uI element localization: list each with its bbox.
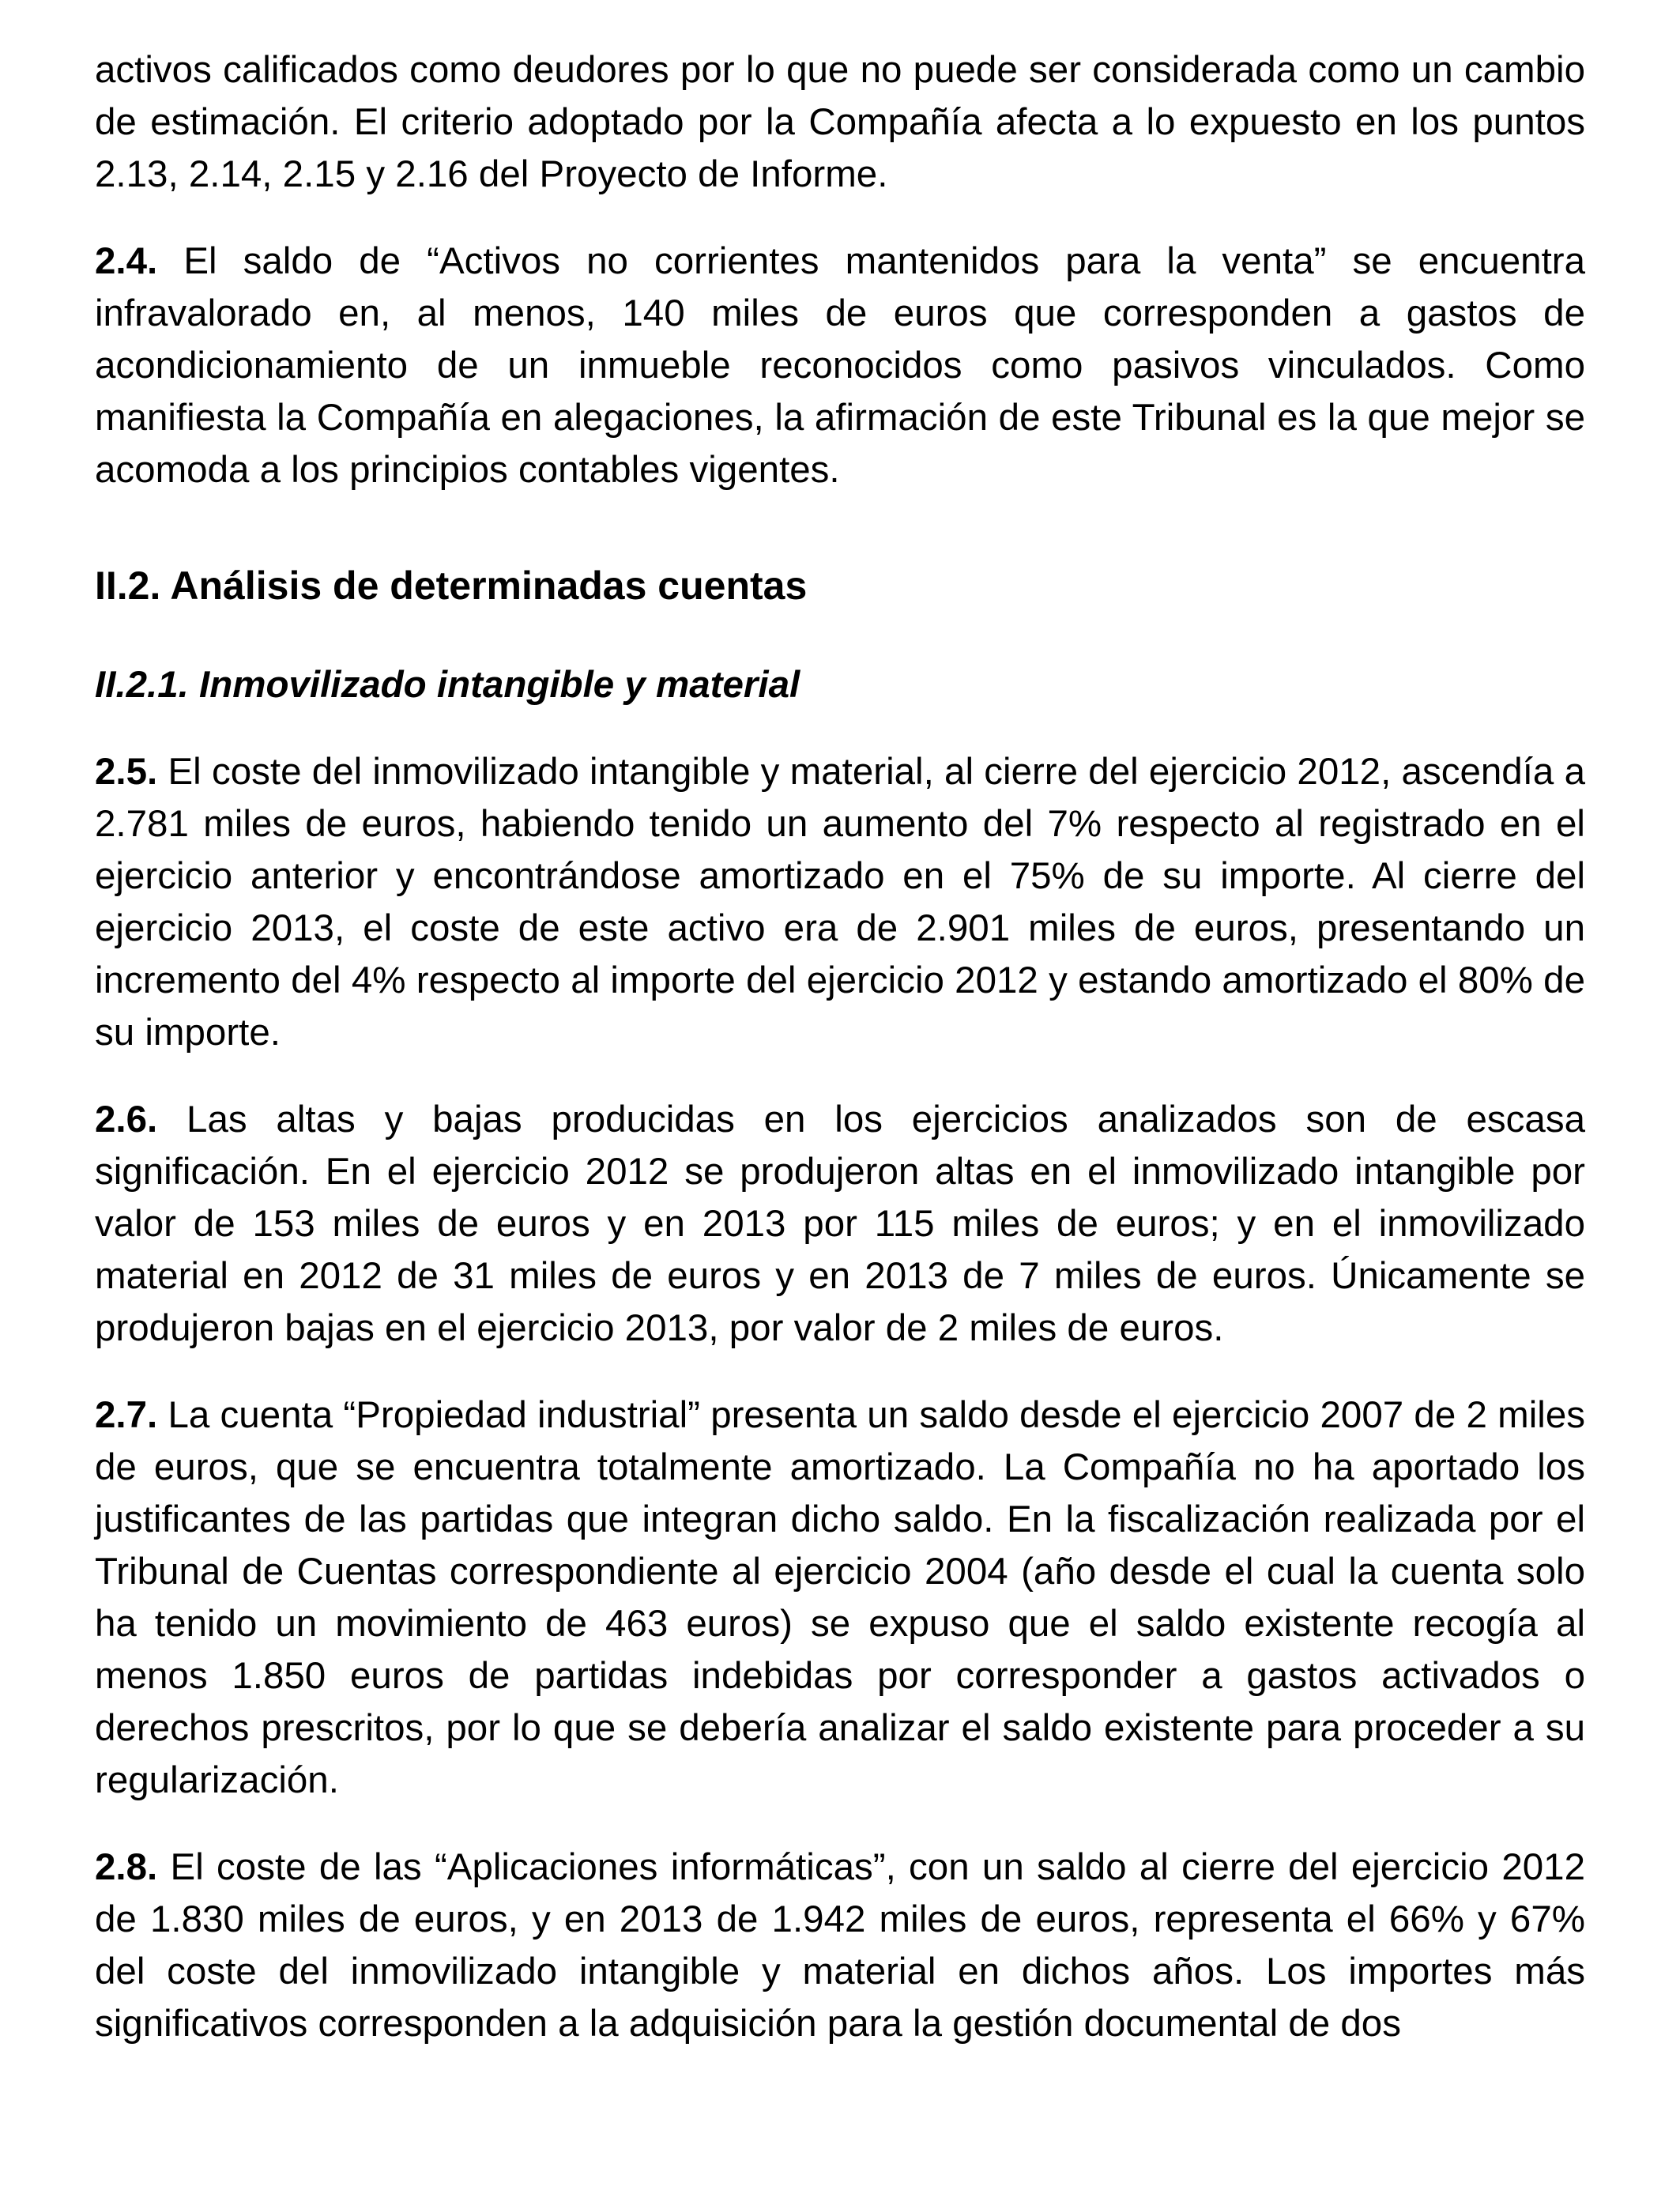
paragraph-number: 2.8. [95,1846,158,1888]
paragraph-text: El coste del inmovilizado intangible y material, al cierre del ejercicio 2012, ascendía a 2.781 miles de euros, habiendo tenido un aumento del 7% respecto al registrado en el ejercicio anterior y encontrándose amortizado en el 75% de su importe. Al cierre del ejercicio 2013, el coste de este activo era de 2.901 miles de euros, presentando un incremento del 4% respecto al importe del ejercicio 2012 y estando amortizado el 80% de su importe. [95,751,1585,1054]
paragraph-text: El saldo de “Activos no corrientes mantenidos para la venta” se encuentra infravalorado en, al menos, 140 miles de euros que corresponden a gastos de acondicionamiento de un inmueble reconocidos como pasivos vinculados. Como manifiesta la Compañía en alegaciones, la afirmación de este Tribunal es la que mejor se acomoda a los principios contables vigentes. [95,240,1585,491]
section-heading: II.2. Análisis de determinadas cuentas [95,564,808,608]
paragraph-number: 2.5. [95,751,158,793]
paragraph-2-5 [95,746,1585,1059]
paragraph-number: 2.7. [95,1394,158,1436]
paragraph-number: 2.6. [95,1099,158,1140]
paragraph-text: El coste de las “Aplicaciones informáticas”, con un saldo al cierre del ejercicio 2012 de 1.830 miles de euros, y en 2013 de 1.942 miles de euros, representa el 66% y 67% del coste del inmovilizado intangible y material en dichos años. Los importes más significativos corresponden a la adquisición para la gestión documental de dos [95,1846,1585,2045]
paragraph-text: La cuenta “Propiedad industrial” presenta un saldo desde el ejercicio 2007 de 2 miles de euros, que se encuentra totalmente amortizado. La Compañía no ha aportado los justificantes de las partidas que integran dicho saldo. En la fiscalización realizada por el Tribunal de Cuentas correspondiente al ejercicio 2004 (año desde el cual la cuenta solo ha tenido un movimiento de 463 euros) se expuso que el saldo existente recogía al menos 1.850 euros de partidas indebidas por corresponder a gastos activados o derechos prescritos, por lo que se debería analizar el saldo existente para proceder a su regularización. [95,1394,1585,1801]
paragraph-number: 2.4. [95,240,158,282]
paragraph-text: Las altas y bajas producidas en los ejercicios analizados son de escasa significación. En el ejercicio 2012 se produjeron altas en el inmovilizado intangible por valor de 153 miles de euros y en 2013 por 115 miles de euros; y en el inmovilizado material en 2012 de 31 miles de euros y en 2013 de 7 miles de euros. Únicamente se produjeron bajas en el ejercicio 2013, por valor de 2 miles de euros. [95,1099,1585,1349]
paragraph-2-6 [95,1094,1585,1355]
paragraph-2-8 [95,1842,1585,2050]
intro-paragraph: activos calificados como deudores por lo que no puede ser considerada como un cambio de estimación. El criterio adoptado por la Compañía afecta a lo expuesto en los puntos 2.13, 2.14, 2.15 y 2.16 del Proyecto de Informe. [95,49,1585,195]
paragraph-2-7 [95,1389,1585,1807]
document-page [95,44,1585,2085]
subsection-heading: II.2.1. Inmovilizado intangible y material [95,664,800,706]
paragraph-2-4 [95,236,1585,496]
